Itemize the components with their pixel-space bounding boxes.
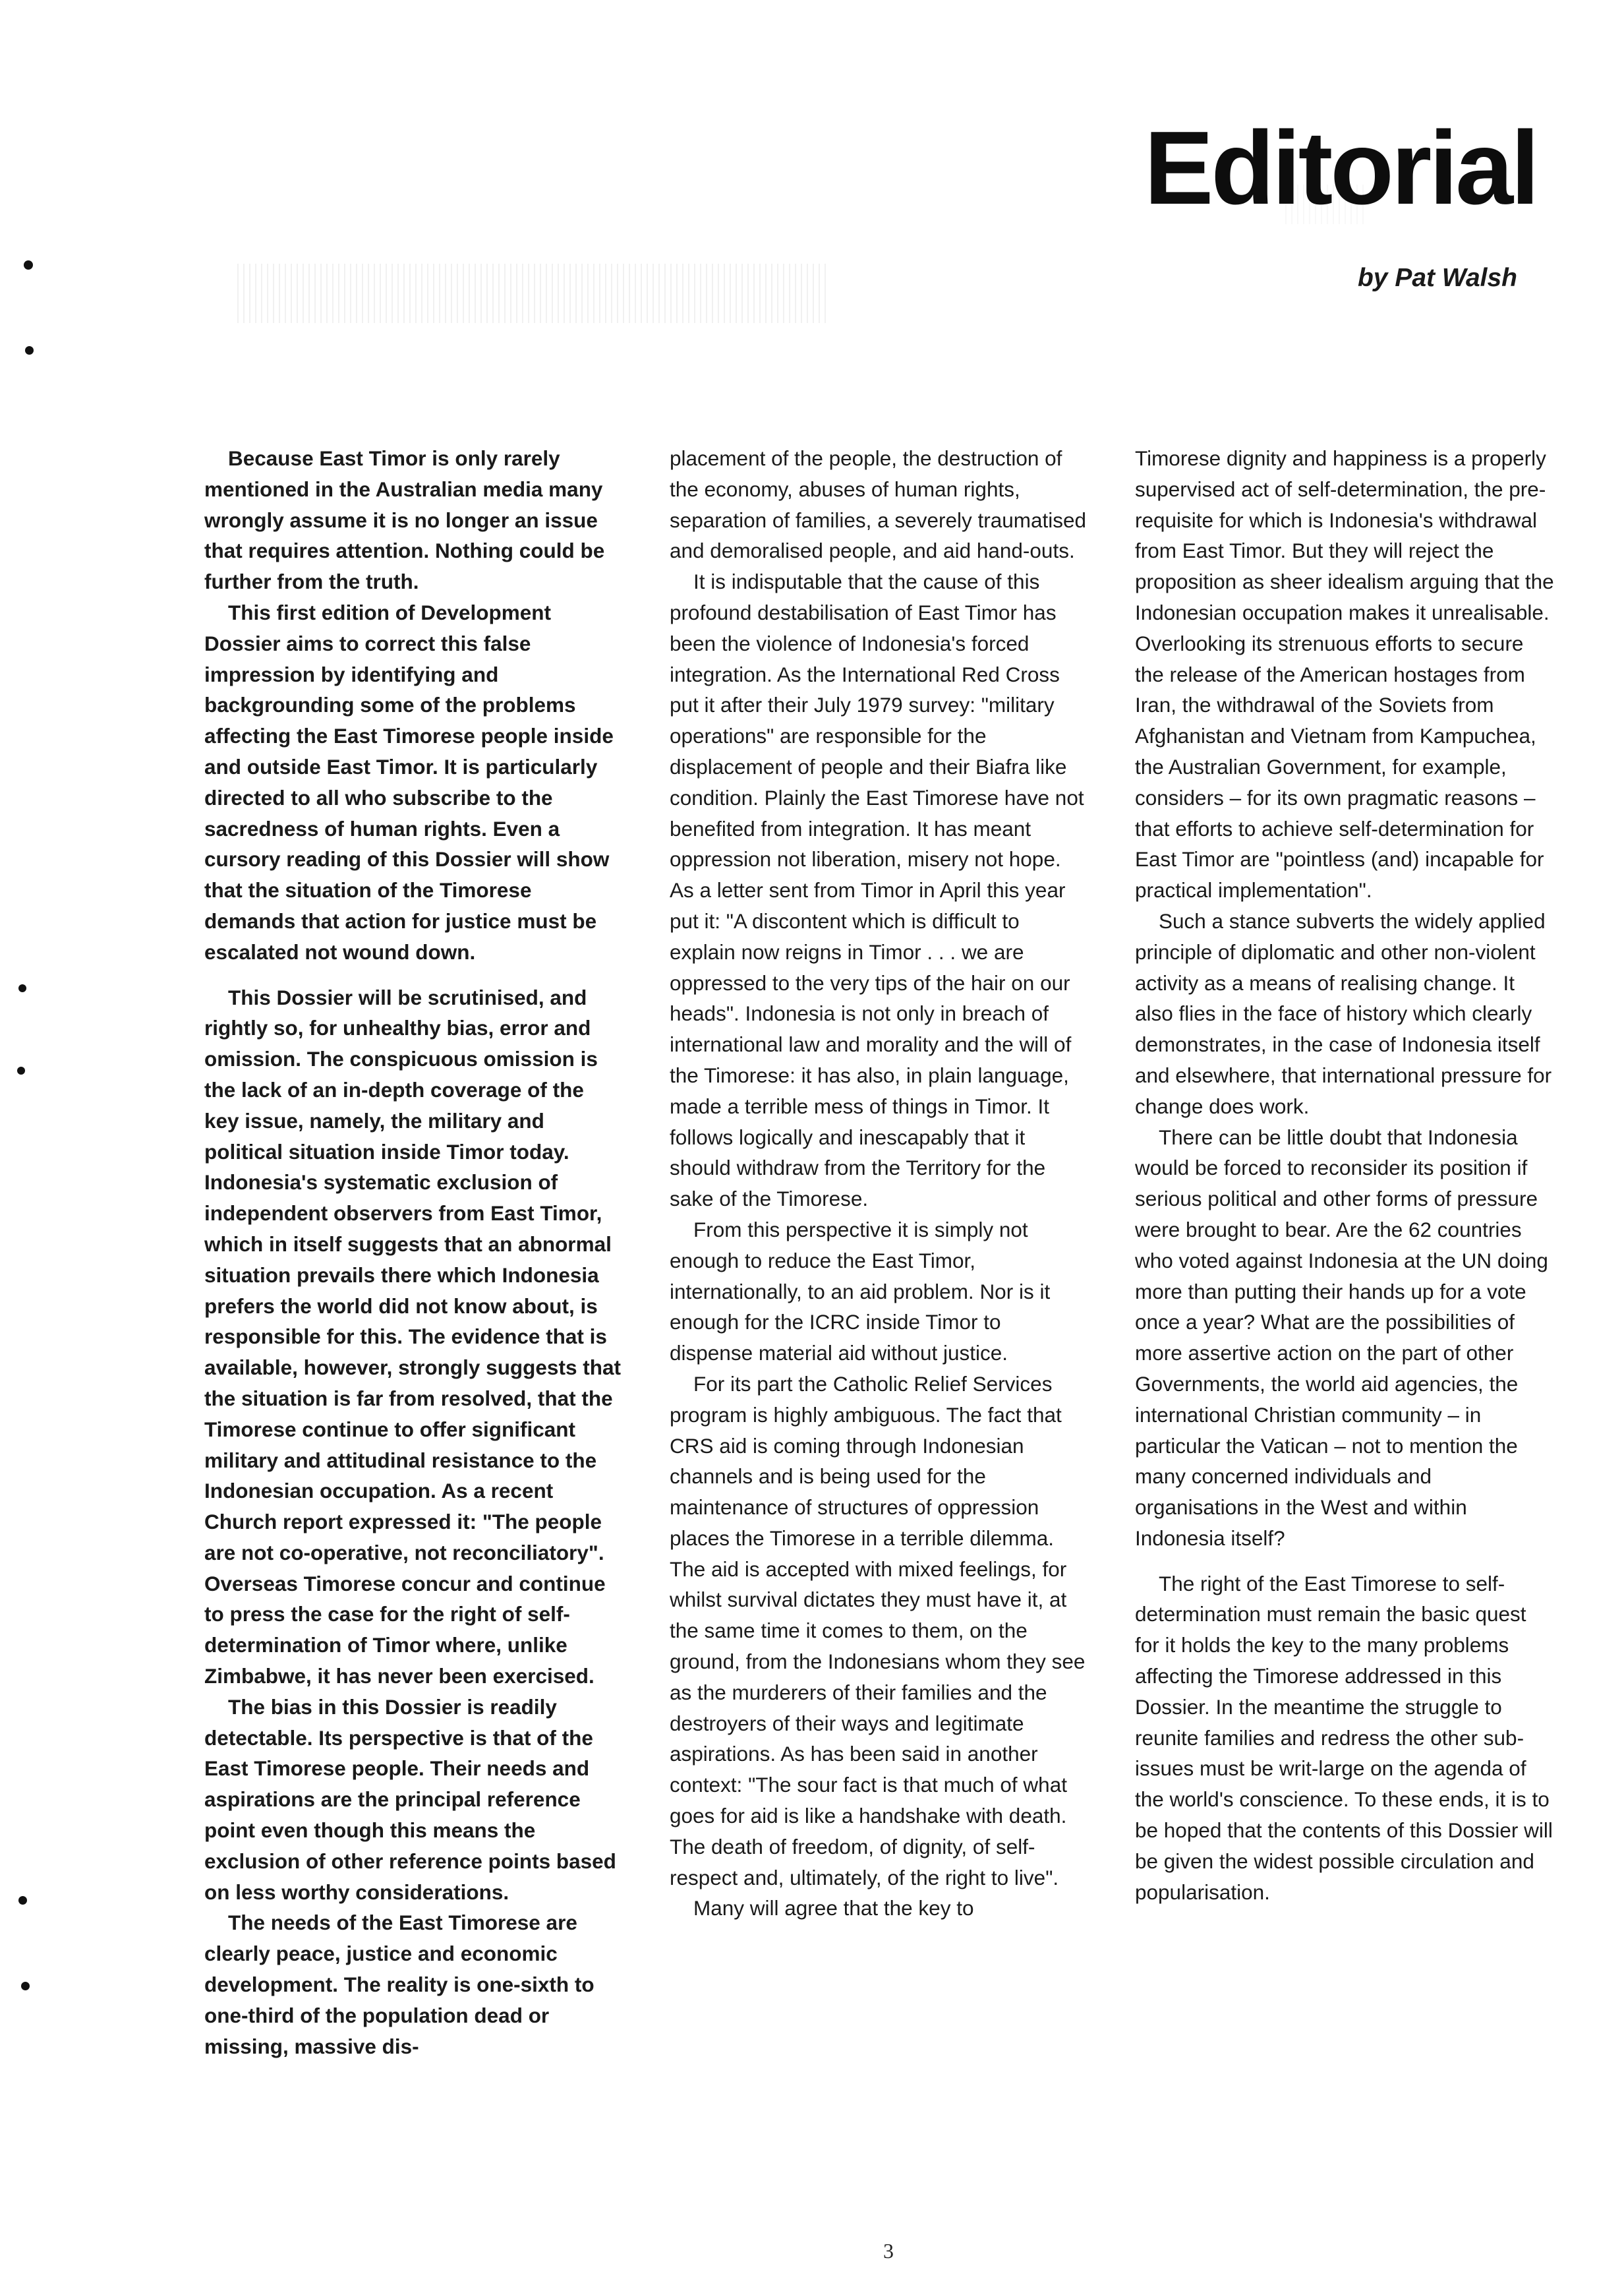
binder-hole-mark [21, 1982, 30, 1990]
paragraph: There can be little doubt that Indonesia would be forced to reconsider its position if serious political and other forms of pressure were brought to bear. Are the 62 countries who voted against Indonesia at the UN doing more than putting their hands up for a vote once a year? What are the possibilities of more assertive action on the part of other Governments, the world aid agencies, the international Christian community – in particular the Vatican – not to mention the many concerned individuals and organisations in the West and within Indonesia itself? [1135, 1125, 1548, 1550]
binder-hole-mark [18, 1896, 27, 1905]
paragraph: For its part the Catholic Relief Services program is highly ambiguous. The fact that CRS aid is coming through Indonesian channels and is being used for the maintenance of structures of oppression places the Timorese in a terrible dilemma. The aid is accepted with mixed feelings, for whilst survival dictates they must have it, at the same time it comes to them, on the ground, from the Indonesians whom they see as the murderers of their families and the destroyers of their ways and legitimate aspirations. As has been said in another context: "The sour fact is that much of what goes for aid is like a handshake with death. The death of freedom, of dignity, of self-respect and, ultimately, of the right to live". [670, 1371, 1086, 1889]
binder-hole-mark [17, 1067, 25, 1075]
article-body [204, 443, 1555, 2062]
article-column-2 [670, 443, 1089, 2062]
paragraph: Because East Timor is only rarely mentioned in the Australian media many wrongly assume it is no longer an issue that requires attention. Nothing could be further from the truth. [204, 446, 605, 594]
paragraph: It is indisputable that the cause of this profound destabilisation of East Timor has been the violence of Indonesia's forced integration. As the International Red Cross put it after their July 1979 survey: "military operations" are responsible for the displacement of people and their Biafra like condition. Plainly the East Timorese have not benefited from integration. It has meant oppression not liberation, misery not hope. As a letter sent from Timor in April this year put it: "A discontent which is difficult to explain now reigns in Timor . . . we are oppressed to the very tips of the hair on our heads". Indonesia is not only in breach of international law and morality and the will of the Timorese: it has also, in plain language, made a terrible mess of things in Timor. It follows logically and inescapably that it should withdraw from the Territory for the sake of the Timorese. [670, 570, 1084, 1211]
article-column-1 [204, 443, 624, 2062]
paragraph: From this perspective it is simply not enough to reduce the East Timor, internationally, to an aid problem. Nor is it enough for the ICRC inside Timor to dispense material aid without justice. [670, 1217, 1051, 1365]
scan-noise [237, 264, 830, 323]
binder-hole-mark [24, 260, 33, 270]
paragraph: The bias in this Dossier is readily detectable. Its perspective is that of the East Timorese people. Their needs and aspirations are the principal reference point even though this means the exclusion of other reference points based on less worthy considerations. [204, 1694, 616, 1904]
author-byline: by Pat Walsh [1357, 264, 1517, 292]
paragraph: This first edition of Development Dossier aims to correct this false impression by identifying and backgrounding some of the problems affecting the East Timorese people inside and outside East Timor. It is particularly directed to all who subscribe to the sacredness of human rights. Even a cursory reading of this Dossier will show that the situation of the Timorese demands that action for justice must be escalated not wound down. [204, 600, 614, 964]
paragraph: The needs of the East Timorese are clearly peace, justice and economic development. The reality is one-sixth to one-third of the population dead or missing, massive dis- [204, 1911, 594, 2058]
binder-hole-mark [18, 984, 26, 992]
page-number: 3 [883, 2239, 894, 2263]
paragraph: The right of the East Timorese to self-determination must remain the basic quest for it holds the key to the many problems affecting the Timorese addressed in this Dossier. In the meantime the struggle to reunite families and redress the other sub-issues must be writ-large on the agenda of the world's conscience. To these ends, it is to be hoped that the contents of this Dossier will be given the widest possible circulation and popularisation. [1135, 1571, 1553, 1904]
paragraph: This Dossier will be scrutinised, and rightly so, for unhealthy bias, error and omission. The conspicuous omission is the lack of an in-depth coverage of the key issue, namely, the military and political situation inside Timor today. Indonesia's systematic exclusion of independent observers from East Timor, which in itself suggests that an abnormal situation prevails there which Indonesia prefers the world did not know about, is responsible for this. The evidence that is available, however, strongly suggests that the situation is far from resolved, that the Timorese continue to offer significant military and attitudinal resistance to the Indonesian occupation. As a recent Church report expressed it: "The people are not co-operative, not reconciliatory". Overseas Timorese concur and continue to press the case for the right of self-determination of Timor where, unlike Zimbabwe, it has never been exercised. [204, 985, 621, 1688]
page-title: Editorial [1144, 110, 1537, 226]
paragraph: placement of the people, the destruction of the economy, abuses of human rights, separation of families, a severely traumatised and demoralised people, and aid hand-outs. [670, 446, 1087, 563]
paragraph: Timorese dignity and happiness is a properly supervised act of self-determination, the pre-requisite for which is Indonesia's withdrawal from East Timor. But they will reject the proposition as sheer idealism arguing that the Indonesian occupation makes it unrealisable. Overlooking its strenuous efforts to secure the release of the American hostages from Iran, the withdrawal of the Soviets from Afghanistan and Vietnam from Kampuchea, the Australian Government, for example, considers – for its own pragmatic reasons – that efforts to achieve self-determination for East Timor are "pointless (and) incapable for practical implementation". [1135, 446, 1554, 903]
binder-hole-mark [25, 346, 34, 355]
paragraph: Such a stance subverts the widely applied principle of diplomatic and other non-violent activity as a means of realising change. It also flies in the face of history which clearly demonstrates, in the case of Indonesia itself and elsewhere, that international pressure for change does work. [1135, 908, 1552, 1118]
paragraph: Many will agree that the key to [693, 1896, 974, 1920]
article-column-3 [1135, 443, 1554, 2062]
